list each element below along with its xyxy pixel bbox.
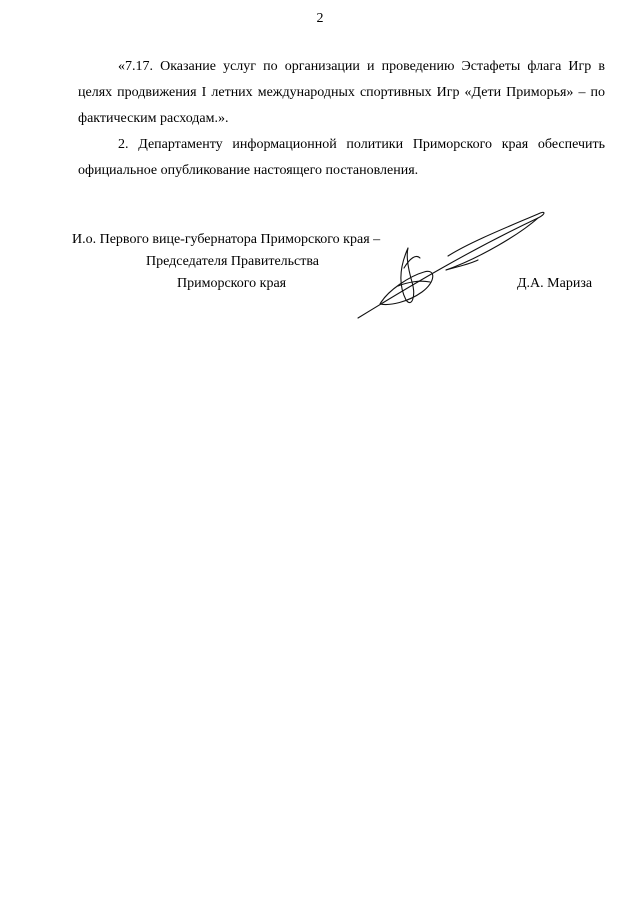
signatory-position-line-2: Председателя Правительства — [146, 254, 320, 269]
paragraph-2: 2. Департаменту информационной политики Приморского края обеспечить официальное опубликование настоящего постановления. — [78, 137, 605, 178]
page-number: 2 — [316, 11, 324, 26]
signatory-name: Д.А. Мариза — [517, 276, 593, 291]
signatory-position-line-1: И.о. Первого вице-губернатора Приморского края – — [72, 232, 381, 247]
document-body — [78, 54, 605, 184]
paragraph-7-17: «7.17. Оказание услуг по организации и проведению Эстафеты флага Игр в целях продвижения I летних международных спортивных Игр «Дети Приморья» – по фактическим расходам.». — [78, 59, 605, 126]
handwritten-signature — [350, 208, 550, 322]
signatory-position-line-3: Приморского края — [177, 276, 287, 291]
